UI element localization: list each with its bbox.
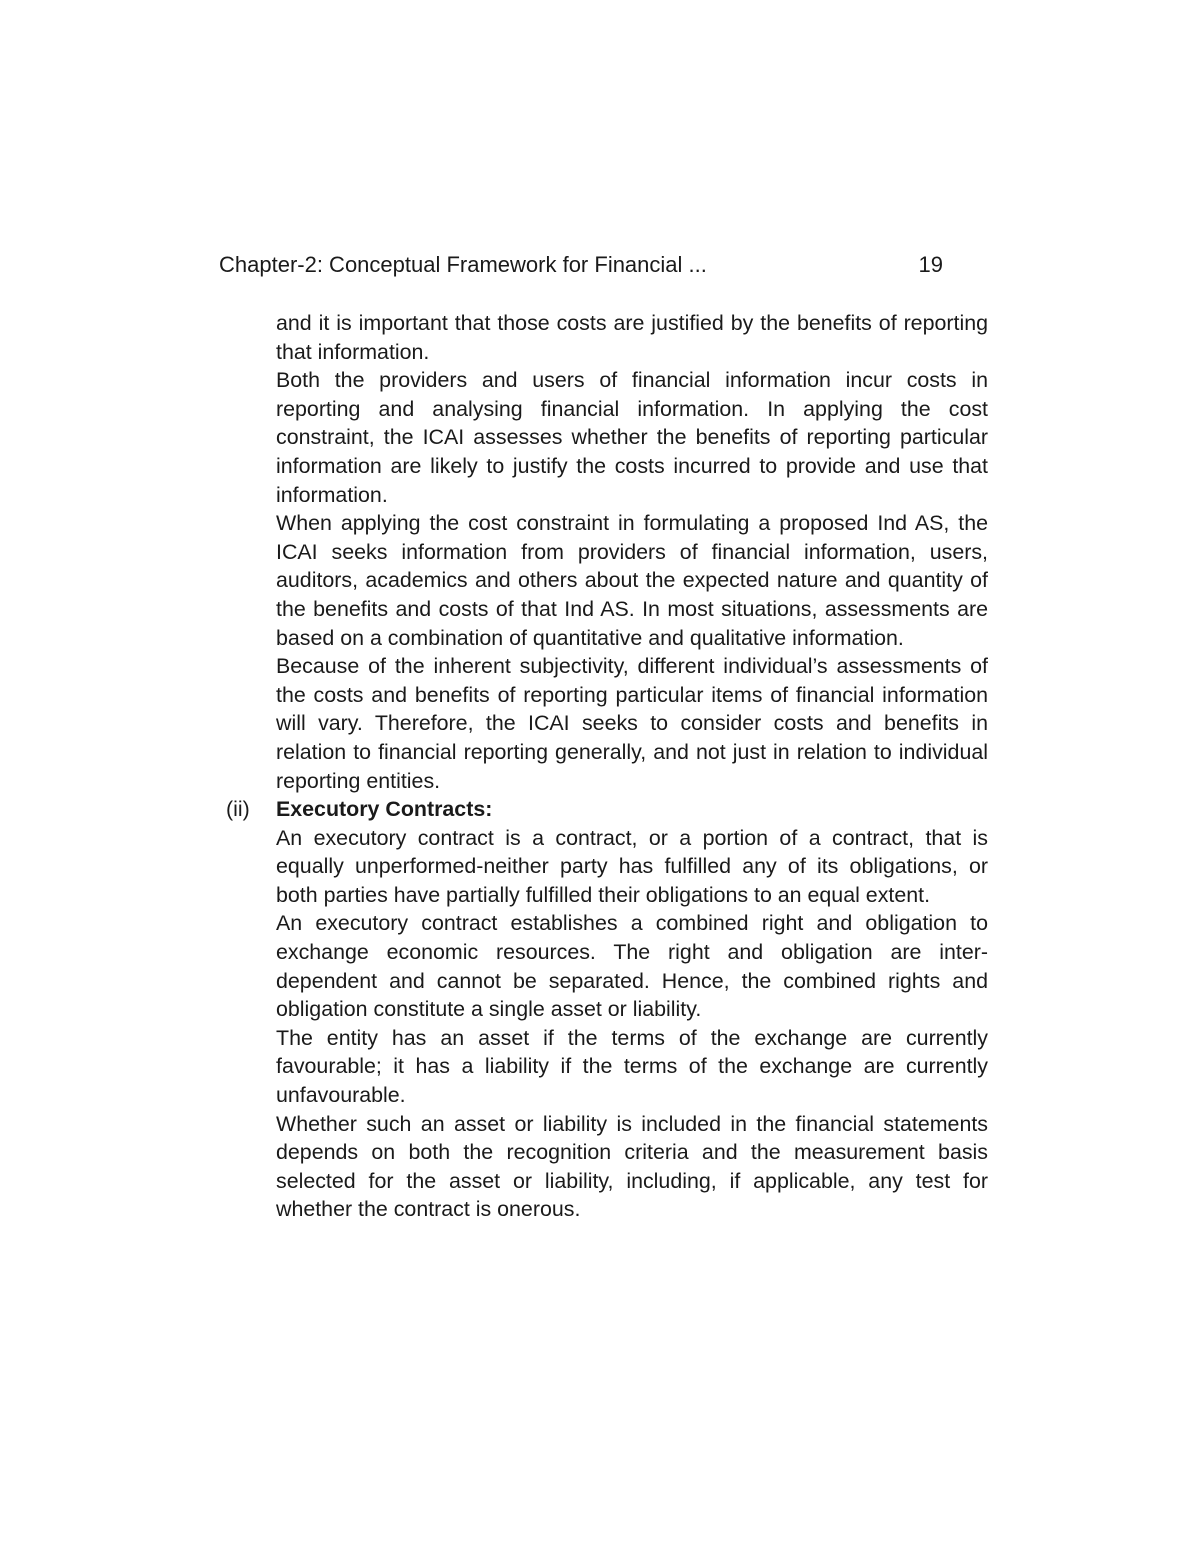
paragraph-executory-definition: An executory contract is a contract, or a portion of a contract, that is equally unperformed-neither party has fulfilled any of its obligations, or both parties have partially fulfilled their obligations to an equal extent. (276, 825, 988, 907)
paragraph-cost-justification: and it is important that those costs are justified by the benefits of reporting that information. (276, 311, 988, 364)
paragraph-inherent-subjectivity: Because of the inherent subjectivity, different individual’s assessments of the costs and benefits of reporting particular items of financial information will vary. Therefore, the ICAI seeks to consider costs and benefits in relation to financial reporting generally, and not just in relation to individual reporting entities. (276, 654, 988, 793)
chapter-title: Chapter-2: Conceptual Framework for Financial ... (219, 252, 707, 277)
item-marker: (ii) (226, 797, 250, 822)
section-heading: Executory Contracts: (276, 797, 493, 822)
paragraph-recognition-measurement: Whether such an asset or liability is included in the financial statements depends on both the recognition criteria and the measurement basis selected for the asset or liability, including, if applicable, any test for whether the contract is onerous. (276, 1111, 988, 1222)
paragraph-formulating-ind-as: When applying the cost constraint in formulating a proposed Ind AS, the ICAI seeks information from providers of financial information, users, auditors, academics and others about the expected nature and quantity of the benefits and costs of that Ind AS. In most situations, assessments are based on a combination of quantitative and qualitative information. (276, 511, 988, 650)
running-header (219, 249, 943, 281)
paragraph-asset-or-liability: The entity has an asset if the terms of the exchange are currently favourable; it has a liability if the terms of the exchange are currently unfavourable. (276, 1025, 988, 1108)
paragraph-providers-users-costs: Both the providers and users of financial information incur costs in reporting and analysing financial information. In applying the cost constraint, the ICAI assesses whether the benefits of reporting particular information are likely to justify the costs incurred to provide and use that information. (276, 368, 988, 507)
paragraph-combined-right-obligation: An executory contract establishes a combined right and obligation to exchange economic resources. The right and obligation are inter-dependent and cannot be separated. Hence, the combined rights and obligation constitute a single asset or liability. (276, 911, 988, 1022)
body-text (226, 309, 988, 1224)
section-executory-contracts (226, 795, 988, 1224)
page-number: 19 (918, 252, 943, 277)
